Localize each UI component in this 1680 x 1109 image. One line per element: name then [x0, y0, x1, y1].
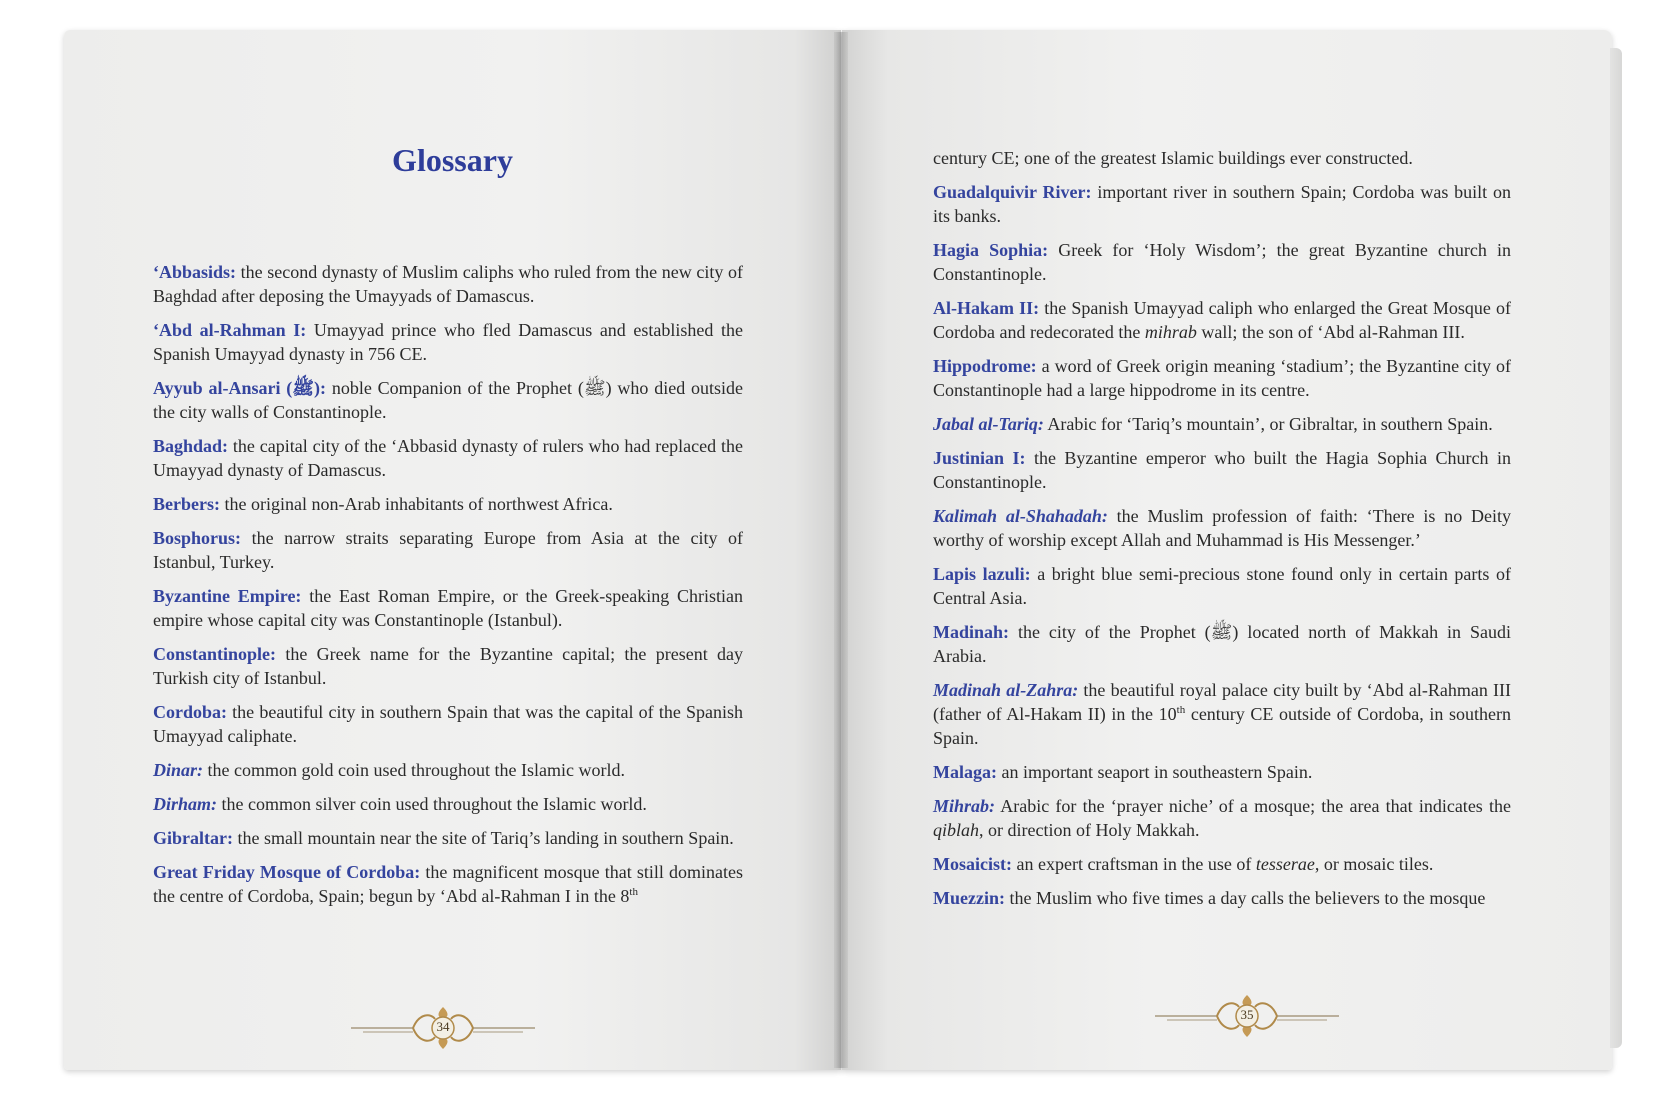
glossary-definition: the capital city of the ‘Abbasid dynasty of rulers who had replaced the Umayyad dynasty of Damascus.	[153, 436, 743, 480]
glossary-entry	[153, 792, 743, 816]
glossary-entry	[153, 860, 743, 908]
glossary-entry	[933, 412, 1511, 436]
glossary-entry	[153, 492, 743, 516]
glossary-definition: the Spanish Umayyad caliph who enlarged the Great Mosque of Cordoba and redecorated the	[933, 298, 1511, 342]
glossary-entry	[933, 886, 1511, 910]
glossary-definition-italic: mihrab	[1144, 322, 1197, 342]
glossary-entry	[933, 760, 1511, 784]
glossary-entry	[153, 642, 743, 690]
glossary-term: Mihrab:	[933, 796, 996, 816]
glossary-definition: the Muslim who five times a day calls the believers to the mosque	[1004, 888, 1486, 908]
glossary-term: ‘Abbasids:	[153, 262, 237, 282]
glossary-definition: a word of Greek origin meaning ‘stadium’; the Byzantine city of Constantinople had a large hippodrome in its centre.	[933, 356, 1511, 400]
glossary-definition: , or mosaic tiles.	[1314, 854, 1434, 874]
page-number-ornament-right	[1147, 993, 1347, 1039]
glossary-definition-italic: tesserae	[1255, 854, 1315, 874]
glossary-term: Berbers:	[153, 494, 220, 514]
glossary-term: Muezzin:	[933, 888, 1005, 908]
glossary-definition: the small mountain near the site of Tariq’s landing in southern Spain.	[232, 828, 734, 848]
glossary-term: Gibraltar:	[153, 828, 233, 848]
glossary-entry	[933, 296, 1511, 344]
glossary-term: Hippodrome:	[933, 356, 1037, 376]
glossary-entry	[933, 620, 1511, 668]
continued-definition: century CE; one of the greatest Islamic buildings ever constructed.	[933, 148, 1413, 168]
glossary-definition-italic: qiblah	[933, 820, 980, 840]
glossary-definition: century CE outside of Cordoba, in southern Spain.	[933, 704, 1511, 748]
glossary-entry	[933, 794, 1511, 842]
glossary-definition: noble Companion of the Prophet (ﷺ) who died outside the city walls of Constantinople.	[153, 378, 743, 422]
glossary-definition: Umayyad prince who fled Damascus and established the Spanish Umayyad dynasty in 756 CE.	[153, 320, 743, 364]
glossary-entry	[933, 562, 1511, 610]
glossary-entry	[933, 238, 1511, 286]
page-title: Glossary	[392, 142, 513, 178]
glossary-definition: the original non-Arab inhabitants of northwest Africa.	[219, 494, 613, 514]
glossary-term: Baghdad:	[153, 436, 229, 456]
superscript: th	[629, 886, 638, 898]
glossary-entry	[153, 260, 743, 308]
glossary-definition: Arabic for ‘Tariq’s mountain’, or Gibraltar, in southern Spain.	[1043, 414, 1493, 434]
glossary-definition: the city of the Prophet (ﷺ) located north of Makkah in Saudi Arabia.	[933, 622, 1511, 666]
glossary-term: Ayyub al-Ansari (ﷺ):	[153, 378, 327, 398]
glossary-definition: the beautiful city in southern Spain that was the capital of the Spanish Umayyad caliphate.	[153, 702, 743, 746]
glossary-definition: an expert craftsman in the use of	[1011, 854, 1256, 874]
page-edges	[1610, 48, 1622, 1048]
glossary-term: Madinah:	[933, 622, 1010, 642]
glossary-term: Al-Hakam II:	[933, 298, 1040, 318]
glossary-definition: an important seaport in southeastern Spain.	[996, 762, 1313, 782]
glossary-definition: Arabic for the ‘prayer niche’ of a mosque; the area that indicates the	[995, 796, 1511, 816]
book-gutter	[834, 32, 848, 1068]
glossary-entry	[933, 180, 1511, 228]
glossary-definition: the common silver coin used throughout the Islamic world.	[217, 794, 647, 814]
glossary-definition: the magnificent mosque that still dominates the centre of Cordoba, Spain; begun by ‘Abd al-Rahman I in the 8	[153, 862, 743, 906]
glossary-entry	[153, 526, 743, 574]
glossary-term: Jabal al-Tariq:	[933, 414, 1044, 434]
glossary-term: Dinar:	[153, 760, 204, 780]
glossary-term: Lapis lazuli:	[933, 564, 1031, 584]
glossary-definition: the common gold coin used throughout the Islamic world.	[203, 760, 625, 780]
glossary-term: Mosaicist:	[933, 854, 1012, 874]
glossary-term: ‘Abd al-Rahman I:	[153, 320, 307, 340]
glossary-entry	[933, 354, 1511, 402]
glossary-definition: the beautiful royal palace city built by ‘Abd al-Rahman III (father of Al-Hakam II) in the 10	[933, 680, 1511, 724]
page-number-right: 35	[1240, 1007, 1254, 1022]
glossary-term: Madinah al-Zahra:	[933, 680, 1079, 700]
glossary-entry	[153, 826, 743, 850]
glossary-entry	[153, 758, 743, 782]
glossary-definition: the second dynasty of Muslim caliphs who ruled from the new city of Baghdad after deposing the Umayyads of Damascus.	[153, 262, 743, 306]
glossary-entry	[933, 678, 1511, 750]
glossary-entry	[153, 376, 743, 424]
left-glossary-column	[153, 260, 743, 918]
glossary-term: Kalimah al-Shahadah:	[933, 506, 1108, 526]
glossary-entry	[933, 446, 1511, 494]
superscript: th	[1176, 704, 1186, 716]
glossary-definition: the East Roman Empire, or the Greek-speaking Christian empire whose capital city was Constantinople (Istanbul).	[153, 586, 743, 630]
glossary-definition: , or direction of Holy Makkah.	[979, 820, 1200, 840]
glossary-definition: the Byzantine emperor who built the Hagia Sophia Church in Constantinople.	[933, 448, 1511, 492]
glossary-term: Bosphorus:	[153, 528, 242, 548]
glossary-entry	[153, 700, 743, 748]
glossary-definition: the narrow straits separating Europe from Asia at the city of Istanbul, Turkey.	[153, 528, 743, 572]
glossary-term: Byzantine Empire:	[153, 586, 302, 606]
glossary-term: Great Friday Mosque of Cordoba:	[153, 862, 421, 882]
right-glossary-column	[933, 146, 1511, 920]
glossary-definition: a bright blue semi-precious stone found only in certain parts of Central Asia.	[933, 564, 1511, 608]
glossary-definition: important river in southern Spain; Cordoba was built on its banks.	[933, 182, 1511, 226]
glossary-definition: Greek for ‘Holy Wisdom’; the great Byzantine church in Constantinople.	[933, 240, 1512, 284]
page-number-ornament-left	[343, 1005, 543, 1051]
glossary-term: Justinian I:	[933, 448, 1026, 468]
page-number-left: 34	[436, 1019, 450, 1034]
glossary-entry	[933, 852, 1511, 876]
glossary-term: Malaga:	[933, 762, 997, 782]
glossary-definition: wall; the son of ‘Abd al-Rahman III.	[1196, 322, 1465, 342]
glossary-entry	[153, 584, 743, 632]
glossary-entry	[153, 318, 743, 366]
glossary-entry	[933, 504, 1511, 552]
glossary-term: Hagia Sophia:	[933, 240, 1049, 260]
glossary-definition: the Greek name for the Byzantine capital; the present day Turkish city of Istanbul.	[153, 644, 743, 688]
glossary-entry	[153, 434, 743, 482]
glossary-term: Cordoba:	[153, 702, 228, 722]
glossary-definition: the Muslim profession of faith: ‘There is no Deity worthy of worship except Allah and Muhammad is His Messenger.’	[933, 506, 1511, 550]
glossary-term: Dirham:	[153, 794, 218, 814]
glossary-term: Guadalquivir River:	[933, 182, 1092, 202]
glossary-term: Constantinople:	[153, 644, 277, 664]
